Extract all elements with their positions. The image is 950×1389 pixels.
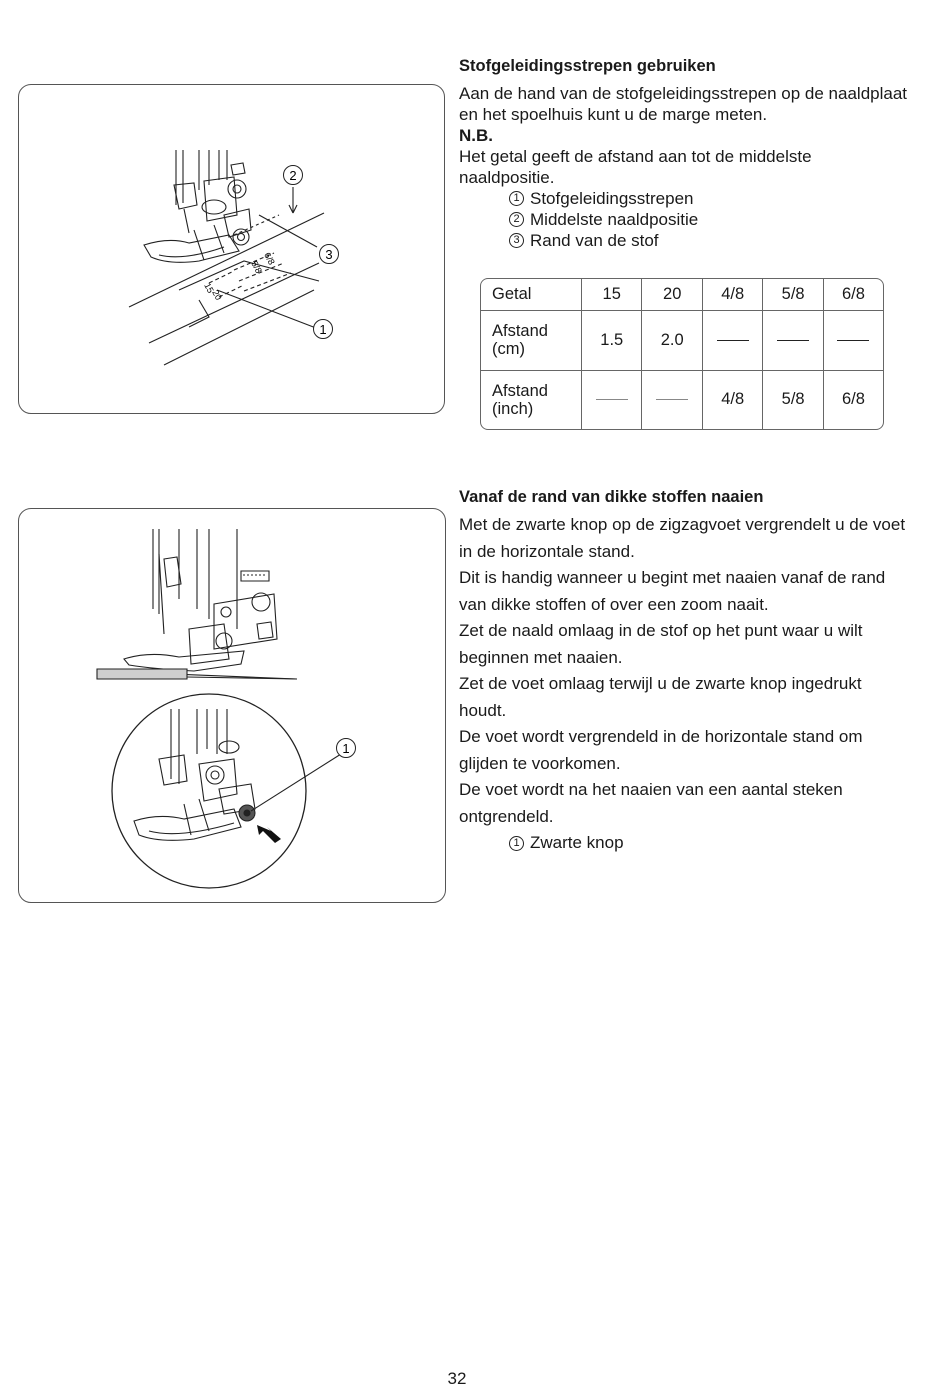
- section2-paragraph: Dit is handig wanneer u begint met naaien vanaf de rand van dikke stoffen of over een zoom naait.: [459, 568, 886, 614]
- callout-1: 1: [319, 322, 327, 337]
- dash-mark: [837, 340, 869, 341]
- legend-number: 1: [509, 191, 524, 206]
- table-row-getal: [481, 279, 883, 310]
- plate-mark-6-8: 6/8: [262, 250, 277, 267]
- table-cell-dash: [823, 310, 883, 370]
- plate-mark-20: 20: [210, 288, 224, 302]
- legend-text: Middelste naaldpositie: [530, 210, 699, 229]
- note-text: Het getal geeft de afstand aan tot de middelste naaldpositie.: [459, 147, 812, 187]
- callout-2: 2: [289, 168, 297, 183]
- section2-paragraph: Met de zwarte knop op de zigzagvoet vergrendelt u de voet in de horizontale stand.: [459, 515, 906, 561]
- legend-item-center-needle: [509, 209, 909, 230]
- table-cell: 6/8: [823, 370, 883, 429]
- legend-number: 2: [509, 212, 524, 227]
- table-row-inch: [481, 370, 883, 429]
- figure-black-button: [18, 508, 446, 903]
- section2-legend: [459, 830, 909, 857]
- section1-intro: Aan de hand van de stofgeleidingsstrepen op de naaldplaat en het spoelhuis kunt u de marge meten.: [459, 84, 908, 124]
- seam-allowance-table: [480, 278, 884, 430]
- table-cell: 20: [642, 279, 702, 310]
- plate-mark-5-8: 5/8: [249, 259, 264, 275]
- section2-paragraph: Zet de naald omlaag in de stof op het punt waar u wilt beginnen met naaien.: [459, 621, 863, 667]
- table-cell: 4/8: [702, 370, 762, 429]
- section2-paragraph: De voet wordt na het naaien van een aantal steken ontgrendeld.: [459, 780, 843, 826]
- section-fabric-guides: [459, 56, 909, 251]
- table-cell-dash: [763, 310, 823, 370]
- figure-fabric-guides: [18, 84, 445, 414]
- row-label: Afstand (inch): [481, 370, 582, 429]
- press-arrow-icon: [257, 825, 281, 843]
- table-cell: 1.5: [582, 310, 642, 370]
- legend-text: Zwarte knop: [530, 833, 624, 852]
- legend-text: Stofgeleidingsstrepen: [530, 189, 694, 208]
- table-cell-dash: [582, 370, 642, 429]
- note-label: N.B.: [459, 126, 493, 145]
- table-cell-dash: [702, 310, 762, 370]
- table-cell-dash: [642, 370, 702, 429]
- table-row-cm: [481, 310, 883, 370]
- callout-1: 1: [342, 741, 350, 756]
- plate-mark-15: 15: [202, 281, 216, 295]
- dash-mark: [717, 340, 749, 341]
- legend-item-black-button: [509, 830, 909, 857]
- row-label: Afstand (cm): [481, 310, 582, 370]
- section2-paragraph: De voet wordt vergrendeld in de horizontale stand om glijden te voorkomen.: [459, 727, 863, 773]
- table-cell: 6/8: [823, 279, 883, 310]
- legend-number: 1: [509, 836, 524, 851]
- table-cell: 5/8: [763, 279, 823, 310]
- section2-paragraph: Zet de voet omlaag terwijl u de zwarte knop ingedrukt houdt.: [459, 674, 862, 720]
- black-button-illustration: [19, 509, 445, 902]
- section1-legend: [459, 188, 909, 251]
- section1-heading: Stofgeleidingsstrepen gebruiken: [459, 57, 716, 75]
- table-cell: 15: [582, 279, 642, 310]
- legend-text: Rand van de stof: [530, 231, 659, 250]
- row-label: Getal: [481, 279, 582, 310]
- section-thick-fabrics: [459, 487, 909, 857]
- fabric-guides-illustration: [19, 85, 444, 413]
- section2-heading: Vanaf de rand van dikke stoffen naaien: [459, 488, 764, 506]
- legend-item-fabric-guides: [509, 188, 909, 209]
- table-cell: 4/8: [702, 279, 762, 310]
- legend-number: 3: [509, 233, 524, 248]
- dash-mark: [777, 340, 809, 341]
- legend-item-fabric-edge: [509, 230, 909, 251]
- dash-mark: [656, 399, 688, 400]
- page-number: 32: [447, 1369, 467, 1388]
- dash-mark: [596, 399, 628, 400]
- table-cell: 5/8: [763, 370, 823, 429]
- table-cell: 2.0: [642, 310, 702, 370]
- callout-3: 3: [325, 247, 333, 262]
